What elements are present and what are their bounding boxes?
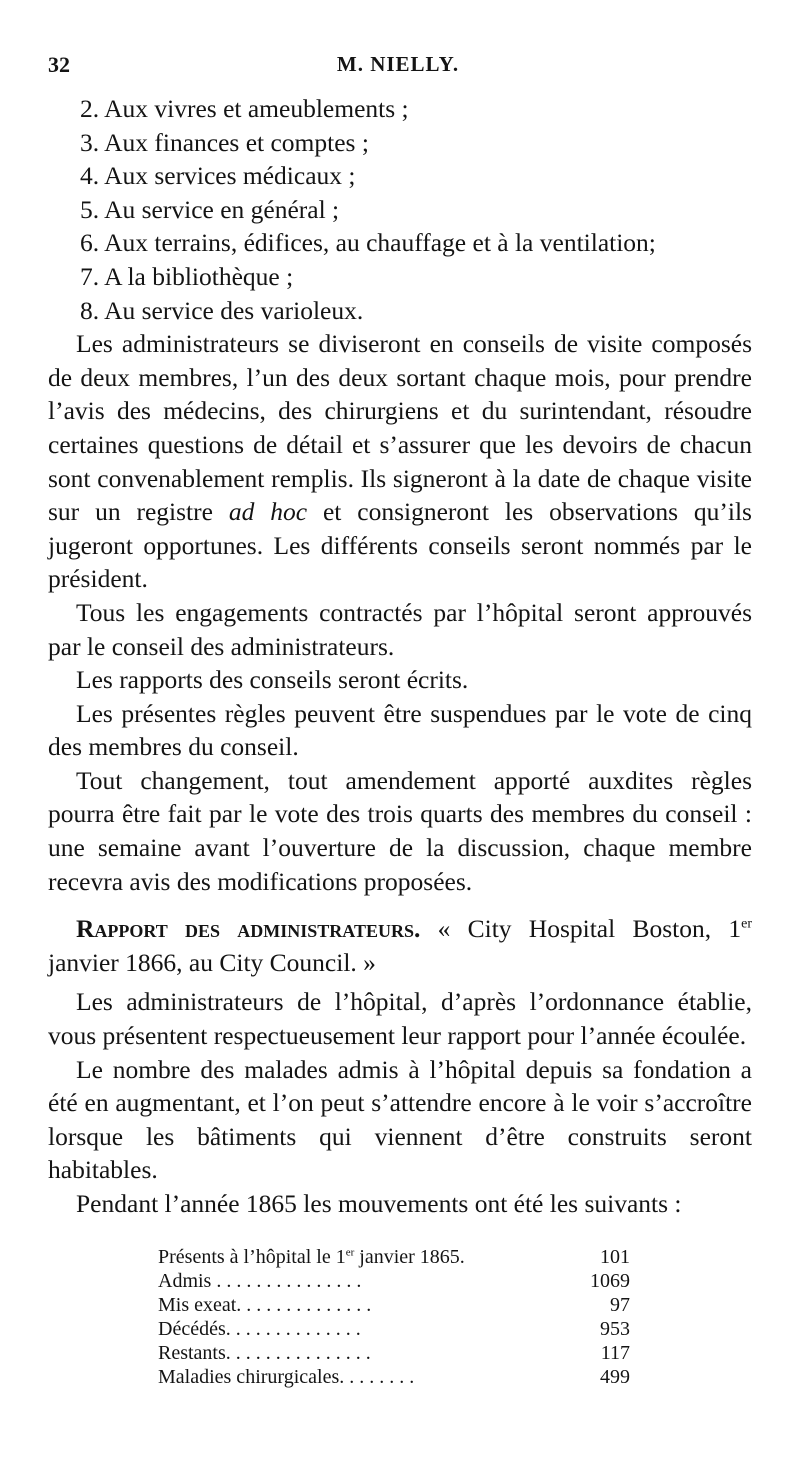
list-item: 8. Au service des varioleux. xyxy=(80,295,364,325)
text-run: janvier 1866, au City Council. » xyxy=(48,947,376,977)
table-row xyxy=(158,1317,630,1341)
report-heading-smallcaps: Rapport des administrateurs. xyxy=(76,914,421,944)
paragraph-movements: Pendant l’année 1865 les mouvements ont été les suivants : xyxy=(76,1189,682,1218)
list-item: 4. Aux services médicaux ; xyxy=(80,161,356,191)
paragraph-amendments: Tout changement, tout amendement apporté auxdites règles pourra être fait par le vote des trois quarts des membres du conseil : une semaine avant l’ouverture de la discussion, chaque membre recevra avis des modifications proposées. xyxy=(48,765,752,896)
table-row xyxy=(158,1365,630,1389)
row-label: Admis . . . . . . . . . . . . . . . xyxy=(158,1270,362,1292)
row-label: Maladies chirurgicales. . . . . . . . xyxy=(158,1366,415,1388)
list-item: 5. Au service en général ; xyxy=(80,194,340,224)
running-title: M. NIELLY. xyxy=(336,52,460,76)
table-row xyxy=(158,1245,630,1269)
paragraph-reports: Les rapports des conseils seront écrits. xyxy=(76,665,469,695)
row-value: 101 xyxy=(600,1246,630,1268)
row-label: Restants. . . . . . . . . . . . . . . xyxy=(158,1342,371,1364)
row-value: 117 xyxy=(600,1342,630,1364)
row-value: 1069 xyxy=(590,1270,630,1292)
row-value: 97 xyxy=(610,1294,630,1316)
row-value: 953 xyxy=(600,1318,630,1340)
text-run: « City Hospital Boston, 1 xyxy=(420,914,742,944)
text-run: et consigneront les observations qu’ils jugeront opportunes. Les différents conseils seront nommés par le président. xyxy=(48,497,752,594)
report-heading xyxy=(48,912,752,979)
text-run: Les administrateurs se diviseront en conseils de visite composés de deux membres, l’un des deux sortant chaque mois, pour prendre l’avis des médecins, des chirurgiens et du surintendant, résoudre certaines questions de détail et s’assurer que les devoirs de chacun sont convenablement remplis. Ils signeront à la date de chaque visite sur un registre xyxy=(48,329,752,527)
text-run: Présents à l’hôpital le 1 xyxy=(158,1246,346,1268)
text-run: janvier 1865. xyxy=(354,1246,465,1268)
row-label: Mis exeat. . . . . . . . . . . . . . xyxy=(158,1294,372,1316)
row-label xyxy=(158,1245,465,1269)
table-row xyxy=(158,1269,630,1293)
italic-term: ad hoc xyxy=(228,497,308,527)
list-item: 2. Aux vivres et ameublements ; xyxy=(80,94,409,123)
table-row xyxy=(158,1293,630,1317)
list-item: 3. Aux finances et comptes ; xyxy=(80,127,369,157)
table-row xyxy=(158,1341,630,1365)
movements-table xyxy=(158,1245,630,1389)
row-label: Décédés. . . . . . . . . . . . . . xyxy=(158,1318,361,1340)
list-item: 6. Aux terrains, édifices, au chauffage et à la ventilation; xyxy=(80,228,656,258)
superscript: er xyxy=(345,1246,355,1259)
list-item: 7. A la bibliothèque ; xyxy=(80,261,294,291)
page-header xyxy=(48,52,748,92)
paragraph-visit-councils xyxy=(48,327,752,596)
row-value: 499 xyxy=(600,1366,630,1388)
page-number: 32 xyxy=(48,52,70,77)
page-body xyxy=(48,92,752,1221)
paragraph-engagements: Tous les engagements contractés par l’hôpital seront approuvés par le conseil des administrateurs. xyxy=(48,597,752,661)
paragraph-report-intro: Les administrateurs de l’hôpital, d’après l’ordonnance établie, vous présentent respectueusement leur rapport pour l’année écoulée. xyxy=(48,987,752,1051)
paragraph-patient-growth: Le nombre des malades admis à l’hôpital depuis sa fondation a été en augmentant, et l’on peut s’attendre encore à le voir s’accroître lorsque les bâtiments qui viennent d’être construits seront habitables. xyxy=(48,1054,752,1185)
superscript: er xyxy=(741,916,752,932)
paragraph-suspension: Les présentes règles peuvent être suspendues par le vote de cinq des membres du conseil. xyxy=(48,698,752,762)
